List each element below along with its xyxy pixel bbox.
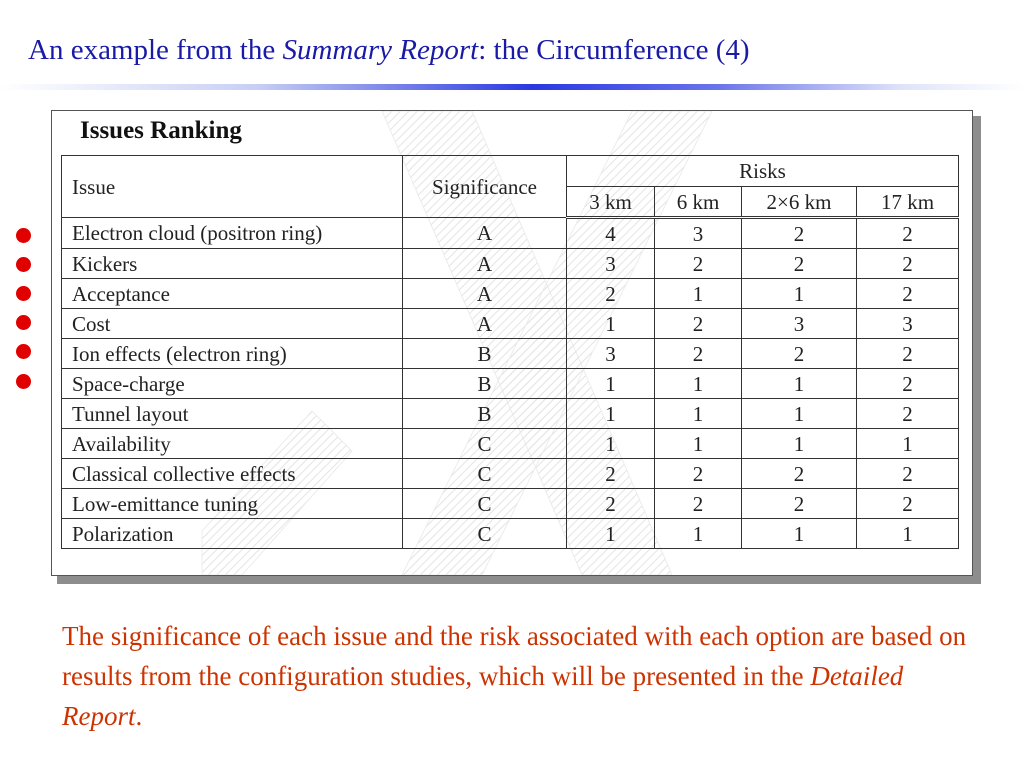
significance-cell: A — [403, 279, 567, 309]
significance-cell: C — [403, 459, 567, 489]
risk-cell-2x6km: 2 — [742, 459, 857, 489]
risk-cell-17km: 2 — [857, 369, 959, 399]
issue-cell: Classical collective effects — [62, 459, 403, 489]
risk-cell-17km: 2 — [857, 489, 959, 519]
significance-cell: A — [403, 218, 567, 249]
risk-cell-3km: 1 — [567, 399, 655, 429]
table-row — [62, 279, 959, 309]
risk-cell-6km: 2 — [655, 309, 742, 339]
bullet-marker — [16, 344, 31, 359]
risk-cell-3km: 1 — [567, 309, 655, 339]
significance-cell: B — [403, 399, 567, 429]
issue-cell: Acceptance — [62, 279, 403, 309]
risk-cell-3km: 1 — [567, 369, 655, 399]
risk-cell-6km: 2 — [655, 339, 742, 369]
title-emphasis: Summary Report — [282, 34, 479, 66]
option-header-6km: 6 km — [655, 187, 742, 218]
bullet-marker — [16, 228, 31, 243]
bullet-marker — [16, 257, 31, 272]
risk-cell-3km: 2 — [567, 459, 655, 489]
table-row — [62, 489, 959, 519]
issue-cell: Electron cloud (positron ring) — [62, 218, 403, 249]
risk-cell-17km: 1 — [857, 429, 959, 459]
risk-cell-17km: 2 — [857, 399, 959, 429]
table-row — [62, 249, 959, 279]
title-divider — [0, 84, 1024, 90]
risk-cell-6km: 1 — [655, 279, 742, 309]
risk-cell-6km: 1 — [655, 429, 742, 459]
table-row — [62, 309, 959, 339]
bullet-marker — [16, 286, 31, 301]
issue-header: Issue — [62, 156, 403, 218]
risk-cell-6km: 3 — [655, 218, 742, 249]
risk-cell-2x6km: 1 — [742, 399, 857, 429]
risk-cell-2x6km: 1 — [742, 519, 857, 549]
table-row — [62, 519, 959, 549]
significance-cell: B — [403, 369, 567, 399]
risk-cell-3km: 3 — [567, 339, 655, 369]
ranking-body — [62, 218, 959, 549]
risk-cell-6km: 2 — [655, 489, 742, 519]
option-header-17km: 17 km — [857, 187, 959, 218]
issue-cell: Space-charge — [62, 369, 403, 399]
significance-header: Significance — [403, 156, 567, 218]
risk-cell-2x6km: 2 — [742, 249, 857, 279]
risk-cell-6km: 2 — [655, 459, 742, 489]
issue-cell: Low-emittance tuning — [62, 489, 403, 519]
table-row — [62, 459, 959, 489]
risk-cell-17km: 1 — [857, 519, 959, 549]
risk-cell-2x6km: 2 — [742, 489, 857, 519]
risk-cell-2x6km: 3 — [742, 309, 857, 339]
caption-text: The significance of each issue and the risk associated with each option are based on results from the configuration studies, which will be presented in the — [62, 621, 967, 691]
risks-header: Risks — [567, 156, 959, 187]
issue-cell: Ion effects (electron ring) — [62, 339, 403, 369]
significance-cell: C — [403, 429, 567, 459]
risk-cell-17km: 2 — [857, 249, 959, 279]
issue-cell: Cost — [62, 309, 403, 339]
risk-cell-3km: 1 — [567, 519, 655, 549]
caption — [62, 616, 982, 736]
bullet-marker — [16, 315, 31, 330]
caption-emphasis: Detailed Report — [62, 661, 904, 731]
panel-heading: Issues Ranking — [80, 117, 242, 144]
table-row — [62, 339, 959, 369]
risk-cell-17km: 3 — [857, 309, 959, 339]
risk-cell-17km: 2 — [857, 279, 959, 309]
risk-cell-2x6km: 2 — [742, 218, 857, 249]
risk-cell-17km: 2 — [857, 459, 959, 489]
risk-cell-2x6km: 1 — [742, 279, 857, 309]
header-row — [62, 156, 959, 187]
risk-cell-3km: 2 — [567, 279, 655, 309]
table-row — [62, 369, 959, 399]
option-header-2x6km: 2×6 km — [742, 187, 857, 218]
risk-cell-2x6km: 1 — [742, 429, 857, 459]
risk-cell-6km: 2 — [655, 249, 742, 279]
issue-cell: Availability — [62, 429, 403, 459]
option-header-3km: 3 km — [567, 187, 655, 218]
significance-cell: A — [403, 249, 567, 279]
table-row — [62, 429, 959, 459]
slide-title — [28, 34, 750, 67]
risk-cell-2x6km: 1 — [742, 369, 857, 399]
caption-end: . — [135, 701, 143, 731]
risk-cell-3km: 4 — [567, 218, 655, 249]
issues-ranking-panel — [51, 110, 973, 576]
risk-cell-3km: 3 — [567, 249, 655, 279]
risk-cell-6km: 1 — [655, 369, 742, 399]
table-row — [62, 218, 959, 249]
risk-cell-6km: 1 — [655, 399, 742, 429]
significance-cell: A — [403, 309, 567, 339]
issues-ranking-table — [61, 155, 959, 549]
significance-cell: B — [403, 339, 567, 369]
issue-cell: Kickers — [62, 249, 403, 279]
risk-cell-2x6km: 2 — [742, 339, 857, 369]
issue-cell: Polarization — [62, 519, 403, 549]
significance-cell: C — [403, 489, 567, 519]
risk-cell-17km: 2 — [857, 218, 959, 249]
bullet-marker — [16, 374, 31, 389]
risk-cell-17km: 2 — [857, 339, 959, 369]
risk-cell-3km: 2 — [567, 489, 655, 519]
significance-cell: C — [403, 519, 567, 549]
title-prefix: An example from the — [28, 34, 283, 66]
issue-cell: Tunnel layout — [62, 399, 403, 429]
title-suffix: : the Circumference (4) — [478, 34, 750, 66]
risk-cell-6km: 1 — [655, 519, 742, 549]
table-row — [62, 399, 959, 429]
risk-cell-3km: 1 — [567, 429, 655, 459]
